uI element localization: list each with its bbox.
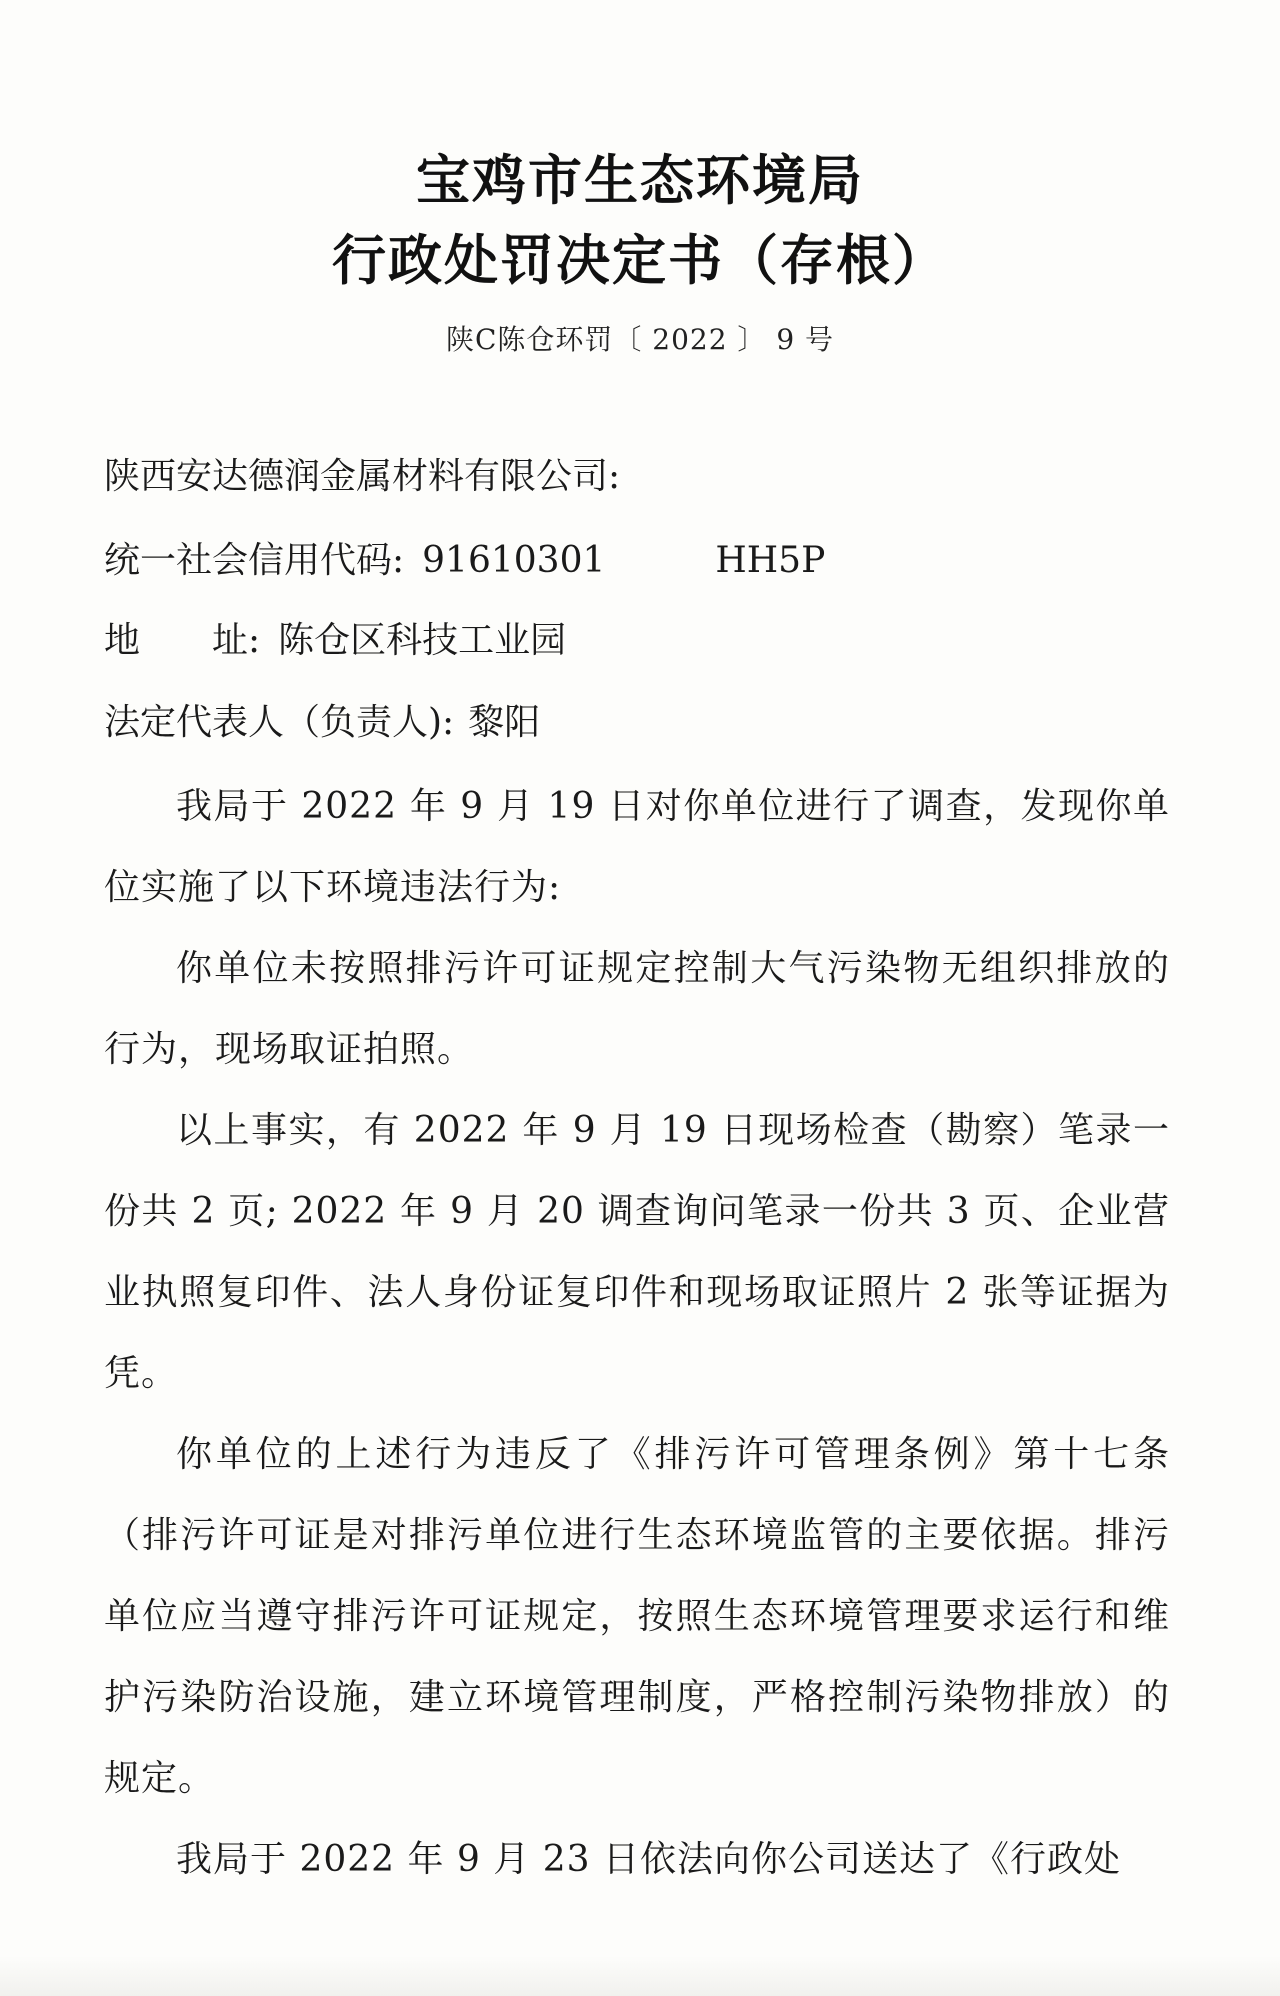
representative-value: 黎阳 — [468, 702, 541, 743]
page-bottom-shade — [0, 1956, 1280, 1996]
address-value: 陈仓区科技工业园 — [278, 620, 567, 661]
paragraph-notice: 我局于 2022 年 9 月 23 日依法向你公司送达了《行政处 — [176, 1839, 1121, 1880]
title-document-type: 行政处罚决定书（存根） — [332, 229, 948, 292]
company-name: 陕西安达德润金属材料有限公司: — [104, 456, 621, 497]
credit-code-prefix: 91610301 — [422, 540, 606, 581]
document-number: 陕C陈仓环罚〔 2022 〕 9 号 — [445, 323, 835, 356]
address-label-b: 址: — [212, 620, 261, 661]
paragraph-legal-basis: 你单位的上述行为违反了《排污许可管理条例》第十七条（排污许可证是对排污单位进行生态环境监管的主要依据。排污单位应当遵守排污许可证规定，按照生态环境管理要求运行和维护污染防治设施，建立环境管理制度，严格控制污染物排放）的规定。 — [104, 1434, 1170, 1799]
credit-code-suffix: HH5P — [715, 540, 826, 581]
address-label-a: 地 — [104, 620, 141, 661]
paragraph-violation: 你单位未按照排污许可证规定控制大气污染物无组织排放的行为，现场取证拍照。 — [104, 948, 1170, 1070]
address-row — [104, 612, 566, 663]
representative-label: 法定代表人（负责人): — [104, 702, 455, 743]
paragraph-evidence: 以上事实，有 2022 年 9 月 19 日现场检查（勘察）笔录一份共 2 页; 2022 年 9 月 20 调查询问笔录一份共 3 页、企业营业执照复印件、法人身份证复印件和现场取证照片 2 张等证据为凭。 — [104, 1110, 1170, 1394]
title-agency: 宝鸡市生态环境局 — [416, 149, 864, 212]
representative-row — [104, 694, 540, 745]
credit-code-label: 统一社会信用代码: — [104, 540, 405, 581]
paragraph-investigation: 我局于 2022 年 9 月 19 日对你单位进行了调查，发现你单位实施了以下环境违法行为: — [104, 786, 1170, 908]
credit-code-row — [104, 532, 825, 583]
